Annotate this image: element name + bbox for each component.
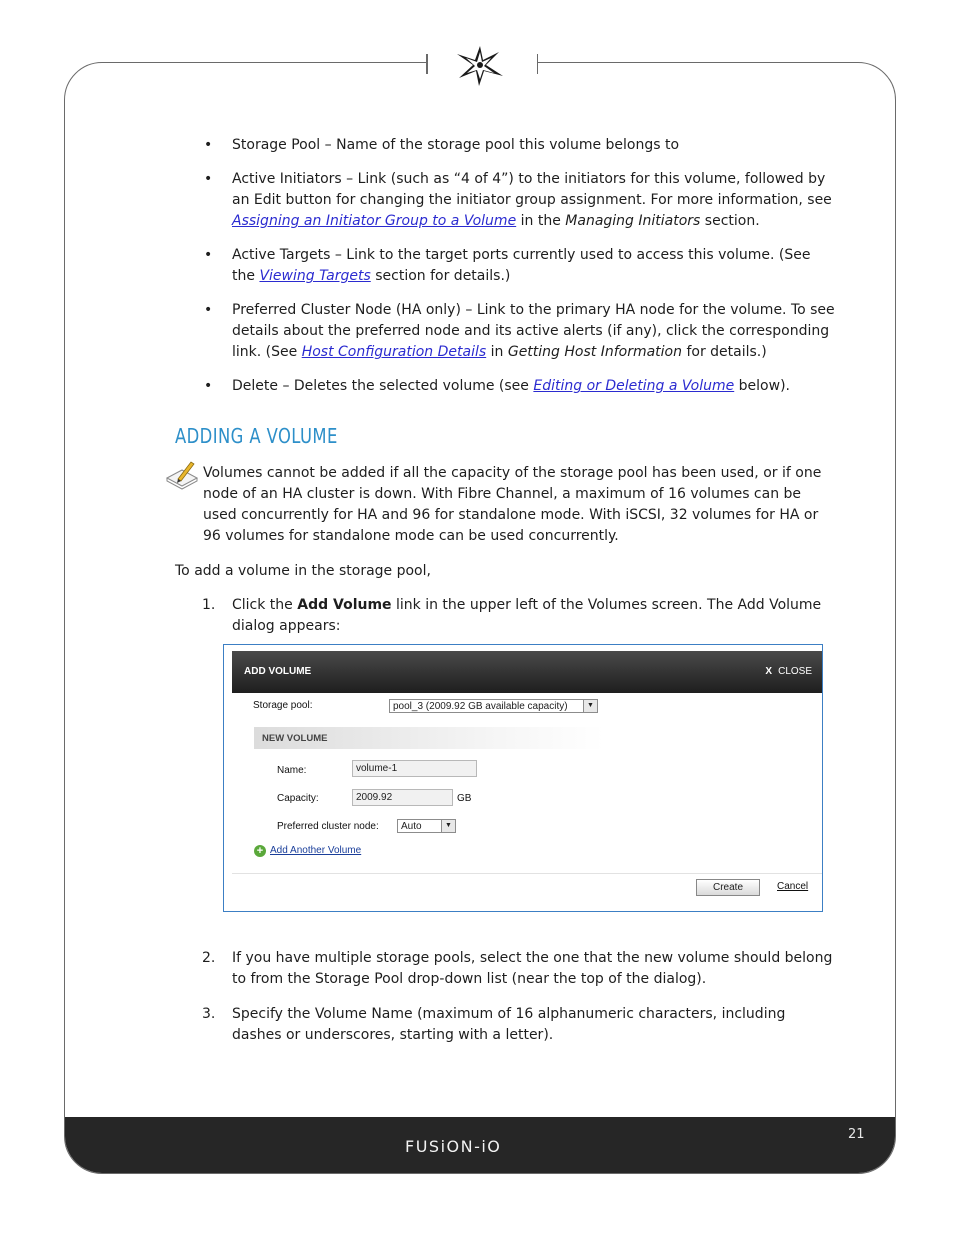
editing-deleting-volume-link[interactable]: Editing or Deleting a Volume bbox=[533, 378, 735, 394]
capacity-unit: GB bbox=[457, 793, 472, 804]
storage-pool-label: Storage pool: bbox=[253, 700, 313, 711]
steps-list-continued bbox=[176, 948, 836, 1060]
svg-text:FUSiON-iO: FUSiON-iO bbox=[405, 1137, 502, 1156]
new-volume-section: NEW VOLUME bbox=[254, 727, 604, 749]
dialog-title: ADD VOLUME bbox=[244, 666, 312, 677]
close-icon: X bbox=[765, 666, 773, 677]
list-item: • Preferred Cluster Node (HA only) – Link to the primary HA node for the volume. To see details about the preferred node and its active alerts (if any), click the corresponding link. (See Host Configuration Details in Getting Host Information for details.) bbox=[204, 302, 835, 360]
list-item: • Storage Pool – Name of the storage pool this volume belongs to bbox=[204, 137, 680, 153]
viewing-targets-link[interactable]: Viewing Targets bbox=[259, 268, 371, 284]
chevron-down-icon: ▼ bbox=[583, 700, 597, 712]
dialog-divider bbox=[232, 873, 822, 874]
preferred-node-select[interactable]: Auto ▼ bbox=[397, 819, 456, 833]
host-configuration-details-link[interactable]: Host Configuration Details bbox=[301, 344, 487, 360]
close-button[interactable]: X CLOSE bbox=[765, 666, 812, 677]
steps-list bbox=[176, 595, 836, 651]
preferred-node-label: Preferred cluster node: bbox=[277, 821, 379, 832]
star-logo-icon bbox=[453, 42, 507, 88]
note-text: Volumes cannot be added if all the capacity of the storage pool has been used, or if one node of an HA cluster is down. With Fibre Channel, a maximum of 16 volumes can be used concurrently for HA and 96 for standalone mode. With iSCSI, 32 volumes for HA or 96 volumes for standalone mode can be used concurrently. bbox=[203, 465, 822, 544]
capacity-label: Capacity: bbox=[277, 793, 319, 804]
name-label: Name: bbox=[277, 765, 307, 776]
field-description-list bbox=[176, 135, 836, 410]
step-item: 2. If you have multiple storage pools, select the one that the new volume should belong to from the Storage Pool drop-down list (near the top of the dialog). bbox=[202, 950, 833, 987]
create-button[interactable]: Create bbox=[696, 879, 760, 896]
assigning-initiator-group-link[interactable]: Assigning an Initiator Group to a Volume bbox=[232, 213, 517, 229]
step-item: 1. Click the Add Volume link in the upper left of the Volumes screen. The Add Volume dialog appears: bbox=[202, 597, 822, 634]
add-volume-dialog-screenshot bbox=[223, 644, 823, 912]
add-icon[interactable]: + bbox=[254, 845, 266, 857]
step-item: 3. Specify the Volume Name (maximum of 16 alphanumeric characters, including dashes or underscores, starting with a letter). bbox=[202, 1006, 786, 1043]
add-another-volume-link[interactable]: Add Another Volume bbox=[270, 845, 362, 856]
intro-text: To add a volume in the storage pool, bbox=[175, 563, 431, 579]
cancel-link[interactable]: Cancel bbox=[777, 881, 809, 892]
page-number: 21 bbox=[848, 1127, 865, 1142]
storage-pool-select[interactable]: pool_3 (2009.92 GB available capacity) ▼ bbox=[389, 699, 598, 713]
fusion-io-logo bbox=[405, 1135, 555, 1157]
list-item: • Active Targets – Link to the target ports currently used to access this volume. (See the Viewing Targets section for details.) bbox=[204, 247, 811, 284]
name-input[interactable]: volume-1 bbox=[352, 760, 477, 777]
footer-bar bbox=[65, 1117, 895, 1173]
list-item: • Delete – Deletes the selected volume (see Editing or Deleting a Volume below). bbox=[204, 378, 790, 394]
list-item: • Active Initiators – Link (such as “4 of 4”) to the initiators for this volume, followed by an Edit button for changing the initiator group assignment. For more information, see Assigning an Initiator Group to a Volume in the Managing Initiators section. bbox=[204, 171, 832, 229]
capacity-input[interactable]: 2009.92 bbox=[352, 789, 453, 806]
chevron-down-icon: ▼ bbox=[441, 820, 455, 832]
section-heading: ADDING A VOLUME bbox=[175, 424, 338, 448]
dialog-header bbox=[232, 651, 822, 693]
note-pencil-icon bbox=[164, 458, 200, 492]
